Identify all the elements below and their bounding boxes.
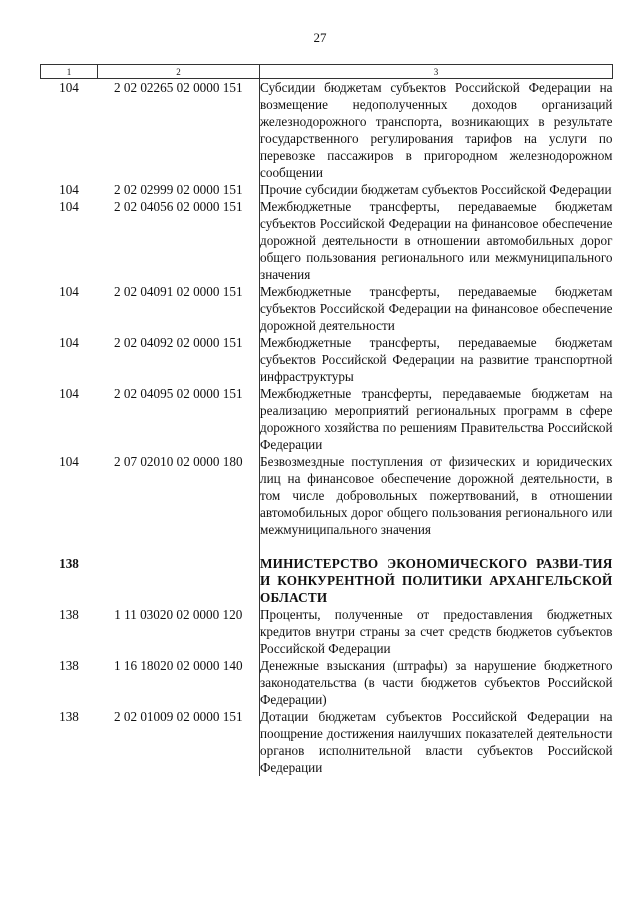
table-row (41, 708, 613, 776)
admin-code-cell: 138 (59, 709, 79, 724)
budget-code-cell: 2 02 01009 02 0000 151 (113, 709, 243, 724)
admin-code-cell: 104 (59, 335, 79, 350)
admin-code-cell: 104 (59, 199, 79, 214)
description-cell: Межбюджетные трансферты, передаваемые бюджетам субъектов Российской Федерации на развитие транспортной инфраструктуры (260, 335, 613, 384)
description-cell: Субсидии бюджетам субъектов Российской Федерации на возмещение недополученных доходов организаций железнодорожного транспорта, возникающих в результате государственного регулирования тарифов на услуги по перевозке пассажиров в пригородном железнодорожном сообщении (260, 80, 613, 180)
admin-code-cell: 104 (59, 284, 79, 299)
section-title-cell: МИНИСТЕРСТВО ЭКОНОМИЧЕСКОГО РАЗВИ-ТИЯ И КОНКУРЕНТНОЙ ПОЛИТИКИ АРХАНГЕЛЬСКОЙ ОБЛАСТИ (260, 538, 613, 606)
section-empty-cell (98, 538, 260, 606)
budget-code-cell: 2 02 04092 02 0000 151 (113, 335, 243, 350)
table-row (41, 453, 613, 538)
admin-code-cell: 104 (59, 80, 79, 95)
table-body (41, 79, 613, 777)
table-row (41, 79, 613, 182)
table-row (41, 657, 613, 708)
admin-code-cell: 104 (59, 454, 79, 469)
column-header-1: 1 (41, 65, 98, 79)
page-number: 27 (313, 30, 327, 45)
table-row (41, 283, 613, 334)
budget-code-cell: 2 07 02010 02 0000 180 (113, 454, 243, 469)
description-cell: Прочие субсидии бюджетам субъектов Российской Федерации (260, 182, 612, 197)
table-header (41, 65, 613, 79)
budget-codes-table (40, 64, 613, 776)
budget-code-cell: 2 02 02999 02 0000 151 (113, 182, 243, 197)
budget-code-cell: 2 02 04091 02 0000 151 (113, 284, 243, 299)
table-row (41, 198, 613, 283)
table-row (41, 334, 613, 385)
budget-code-cell: 2 02 04056 02 0000 151 (113, 199, 243, 214)
column-header-3: 3 (260, 65, 613, 79)
description-cell: Денежные взыскания (штрафы) за нарушение бюджетного законодательства (в части бюджетов субъектов Российской Федерации) (260, 658, 613, 707)
description-cell: Проценты, полученные от предоставления бюджетных кредитов внутри страны за счет средств бюджетов субъектов Российской Федерации (260, 607, 613, 656)
budget-code-cell: 2 02 02265 02 0000 151 (113, 80, 243, 95)
description-cell: Межбюджетные трансферты, передаваемые бюджетам на реализацию мероприятий региональных программ в сфере дорожного хозяйства по решениям Правительства Российской Федерации (260, 386, 613, 452)
admin-code-cell: 104 (59, 182, 79, 197)
admin-code-cell: 104 (59, 386, 79, 401)
description-cell: Межбюджетные трансферты, передаваемые бюджетам субъектов Российской Федерации на финансовое обеспечение дорожной деятельности в отношении автомобильных дорог общего пользования регионального или межмуниципального значения (260, 199, 613, 282)
section-code-cell: 138 (59, 556, 79, 571)
description-cell: Межбюджетные трансферты, передаваемые бюджетам субъектов Российской Федерации на финансовое обеспечение дорожной деятельности (260, 284, 613, 333)
budget-code-cell: 1 11 03020 02 0000 120 (114, 607, 243, 622)
admin-code-cell: 138 (59, 607, 79, 622)
table-row (41, 606, 613, 657)
description-cell: Дотации бюджетам субъектов Российской Федерации на поощрение достижения наилучших показателей деятельности органов исполнительной власти субъектов Российской Федерации (260, 709, 613, 775)
admin-code-cell: 138 (59, 658, 79, 673)
table-row (41, 385, 613, 453)
section-header-row (41, 538, 613, 606)
column-header-2: 2 (98, 65, 260, 79)
description-cell: Безвозмездные поступления от физических и юридических лиц на финансовое обеспечение дорожной деятельности, в том числе добровольных пожертвований, в отношении автомобильных дорог общего пользования регионального или межмуниципального значения (260, 454, 613, 537)
table-row (41, 181, 613, 198)
budget-code-cell: 2 02 04095 02 0000 151 (113, 386, 243, 401)
budget-code-cell: 1 16 18020 02 0000 140 (113, 658, 243, 673)
